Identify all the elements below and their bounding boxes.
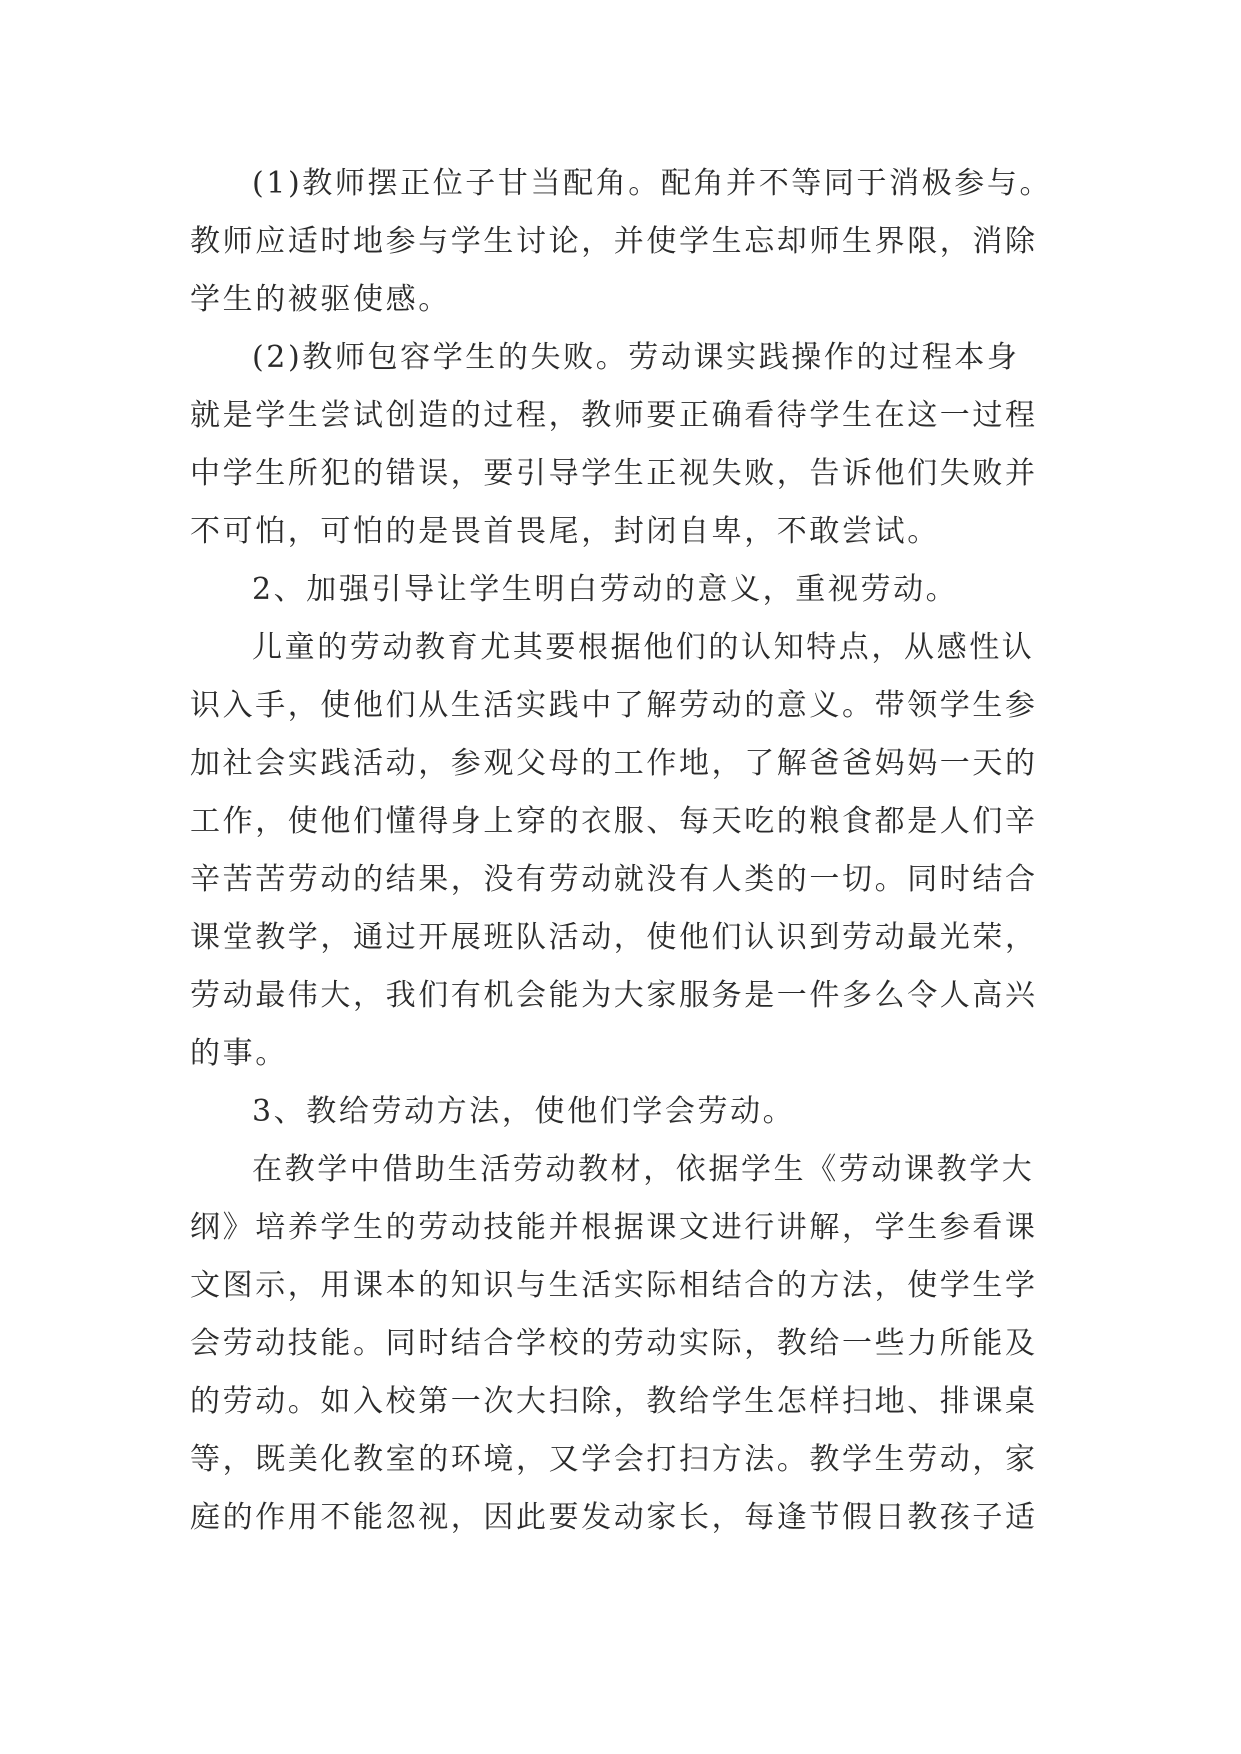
text-line: 文图示，用课本的知识与生活实际相结合的方法，使学生学 bbox=[190, 1268, 1038, 1303]
text-line: 辛苦苦劳动的结果，没有劳动就没有人类的一切。同时结合 bbox=[190, 862, 1038, 897]
text-line: 课堂教学，通过开展班队活动，使他们认识到劳动最光荣， bbox=[190, 920, 1038, 955]
text-line: 学生的被驱使感。 bbox=[190, 282, 451, 317]
text-line: 加社会实践活动，参观父母的工作地，了解爸爸妈妈一天的 bbox=[190, 746, 1038, 781]
text-line: (1)教师摆正位子甘当配角。配角并不等同于消极参与。 bbox=[252, 166, 1053, 201]
text-line: 教师应适时地参与学生讨论，并使学生忘却师生界限，消除 bbox=[190, 224, 1038, 259]
text-line: 工作，使他们懂得身上穿的衣服、每天吃的粮食都是人们辛 bbox=[190, 804, 1038, 839]
body-text bbox=[190, 155, 1070, 1547]
text-line: 就是学生尝试创造的过程，教师要正确看待学生在这一过程 bbox=[190, 398, 1038, 433]
text-line: 2、加强引导让学生明白劳动的意义，重视劳动。 bbox=[252, 572, 959, 607]
text-line: 纲》培养学生的劳动技能并根据课文进行讲解，学生参看课 bbox=[190, 1210, 1038, 1245]
text-line: 的事。 bbox=[190, 1036, 288, 1071]
text-line: 儿童的劳动教育尤其要根据他们的认知特点，从感性认 bbox=[252, 630, 1035, 665]
text-line: 劳动最伟大，我们有机会能为大家服务是一件多么令人高兴 bbox=[190, 978, 1038, 1013]
text-line: 会劳动技能。同时结合学校的劳动实际，教给一些力所能及 bbox=[190, 1326, 1038, 1361]
text-line: 不可怕，可怕的是畏首畏尾，封闭自卑，不敢尝试。 bbox=[190, 514, 940, 549]
text-line: 中学生所犯的错误，要引导学生正视失败，告诉他们失败并 bbox=[190, 456, 1038, 491]
text-line: 庭的作用不能忽视，因此要发动家长，每逢节假日教孩子适 bbox=[190, 1500, 1038, 1535]
text-line: 在教学中借助生活劳动教材，依据学生《劳动课教学大 bbox=[252, 1152, 1035, 1187]
text-line: 等，既美化教室的环境，又学会打扫方法。教学生劳动，家 bbox=[190, 1442, 1038, 1477]
text-line: 识入手，使他们从生活实践中了解劳动的意义。带领学生参 bbox=[190, 688, 1038, 723]
text-line: (2)教师包容学生的失败。劳动课实践操作的过程本身 bbox=[252, 340, 1020, 375]
text-line: 的劳动。如入校第一次大扫除，教给学生怎样扫地、排课桌 bbox=[190, 1384, 1038, 1419]
text-line: 3、教给劳动方法，使他们学会劳动。 bbox=[252, 1094, 796, 1129]
